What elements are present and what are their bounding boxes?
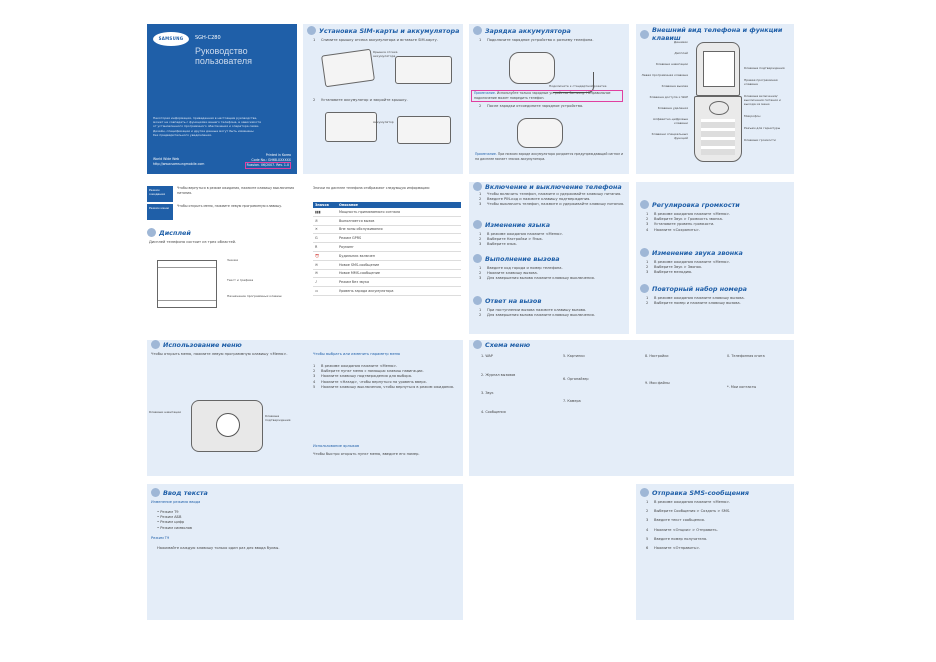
label-icons: Значки	[227, 258, 239, 262]
display-panel	[147, 182, 463, 334]
menu-mode-tab: Режим меню	[147, 204, 173, 220]
table-row: ✉ Новое SMS-сообщение	[313, 260, 461, 269]
menu-use-panel	[147, 340, 463, 476]
answer-lines: 1 При поступлении вызова нажмите клавишу вызова. 2 Для завершения вызова нажмите клавишу выключения.	[479, 308, 595, 318]
menu-use-title: Использование меню	[151, 340, 242, 349]
display-text: Дисплей телефона состоит из трех областей.	[149, 240, 237, 244]
section-bullet-icon	[473, 254, 482, 263]
edition-text: Russian. 06/2007. Rev. 1.0	[246, 163, 289, 168]
cover-notice: Некоторая информация, приведенная в настоящем руководстве, может не совпадать с функциями вашего телефона, в зависимости от установленного программного обеспечения и оператора связи. Дизайн, спецификации и другие данные могут быть изменены без предварительного уведомления.	[153, 116, 262, 137]
redial-title: Повторный набор номера	[640, 284, 747, 293]
section-bullet-icon	[640, 200, 649, 209]
website-link[interactable]: http://www.samsungmobile.com	[153, 161, 205, 166]
display-title: Дисплей	[147, 228, 191, 237]
table-row: G Режим GPRS	[313, 234, 461, 243]
charging-title: Зарядка аккумулятора	[473, 26, 571, 35]
table-row: ♪ Режим без звука	[313, 278, 461, 287]
section-bullet-icon	[473, 26, 482, 35]
section-bullet-icon	[151, 340, 160, 349]
phone-back-image-2	[395, 56, 452, 84]
answer-title: Ответ на вызов	[473, 296, 541, 305]
icon-table	[313, 202, 461, 296]
phone-view-title: Внешний вид телефона и функции клавиш	[640, 26, 794, 42]
phone-open-upper	[696, 42, 740, 96]
idle-mode-text: Чтобы вернуться в режим ожидания, нажмите клавишу выключения питания.	[177, 186, 294, 195]
menu-map-col-2: 5. Картинки 6. Органайзер 7. Камера	[563, 354, 589, 404]
section-bullet-icon	[640, 488, 649, 497]
cover-print-info: Printed in Korea Code No.: GH68-XXXXXX Russian. 06/2007. Rev. 1.0	[246, 153, 291, 168]
menu-steps: 1 В режиме ожидания нажмите <Меню>. 2 Выберите пункт меню с помощью клавиш навигации. 3 Нажмите клавишу подтверждения для выбора. 4 Нажмите <Назад>, чтобы вернуться на уровень вверх. 5 Нажмите клавишу выключения, чтобы вернуться в режим ожидания.	[313, 364, 455, 389]
label-battery-cover: Крышка отсека аккумулятора	[373, 50, 398, 58]
cover-title-1: Руководство	[195, 46, 248, 56]
menu-map-col-1: 1. WAP 2. Журнал вызовов 3. Звук 4. Сообщения	[481, 354, 516, 414]
label-outlet: Подключите к стандартной розетке	[549, 84, 607, 88]
menu-mode-text: Чтобы открыть меню, нажмите левую программную клавишу.	[177, 204, 283, 208]
power-panel	[469, 182, 629, 334]
table-row: ⏰ Будильник включен	[313, 251, 461, 260]
power-lines: 1 Чтобы включить телефон, нажмите и удерживайте клавишу питания. 2 Введите PIN-код и нажмите клавишу подтверждения. 3 Чтобы выключить телефон, нажмите и удерживайте клавишу питания.	[479, 192, 625, 207]
icon-table-intro: Значки на дисплее телефона отображают следующую информацию:	[313, 186, 431, 190]
col-desc-header: Описание	[337, 202, 461, 208]
section-bullet-icon	[640, 30, 649, 39]
call-lines: 1 Введите код города и номер телефона. 2 Нажмите клавишу вызова. 3 Для завершения вызова нажмите клавишу выключения.	[479, 266, 595, 281]
label-ok-key: Клавиша подтверждения	[265, 414, 291, 422]
ring-title: Изменение звука звонка	[640, 248, 743, 257]
section-bullet-icon	[151, 488, 160, 497]
phone-back-image-3	[325, 112, 377, 142]
cover-panel	[147, 24, 297, 174]
section-bullet-icon	[473, 296, 482, 305]
menu-map-col-3: 8. Настройки 9. Мои файлы	[645, 354, 670, 385]
section-bullet-icon	[473, 340, 482, 349]
sms-panel	[636, 484, 794, 620]
menu-map-col-4: 0. Телефонная книга *. Мои контакты	[727, 354, 765, 389]
label-text-graphics: Текст и графика	[227, 278, 254, 282]
section-bullet-icon	[307, 26, 316, 35]
label-softkeys: Назначение программных клавиш	[227, 294, 282, 298]
phone-view-panel	[636, 24, 794, 174]
install-step-1: 1 Снимите крышку отсека аккумулятора и вставьте SIM-карту.	[313, 38, 438, 42]
cover-title-2: пользователя	[195, 56, 252, 66]
samsung-logo	[153, 32, 189, 46]
idle-mode-tab: Режим ожидания	[147, 186, 173, 202]
section-bullet-icon	[473, 220, 482, 229]
section-bullet-icon	[640, 284, 649, 293]
call-title: Выполнение вызова	[473, 254, 560, 263]
section-bullet-icon	[640, 248, 649, 257]
table-row: ▭ Уровень заряда аккумулятора	[313, 287, 461, 296]
sms-steps: 1 В режиме ожидания нажмите <Меню>. 2 Выберите Сообщения > Создать > SMS. 3 Введите текст сообщения. 4 Нажмите <Опции> > Отправить. 5 Введите номер получателя. 6 Нажмите <Отправить>.	[646, 500, 731, 551]
text-input-text: Нажимайте каждую клавишу только один раз для ввода буквы.	[157, 546, 280, 550]
text-input-title: Ввод текста	[151, 488, 208, 497]
install-title: Установка SIM-карты и аккумулятора	[307, 26, 459, 35]
text-input-modes: • Режим T9 • Режим АБВ • Режим цифр • Режим символов	[157, 510, 193, 530]
sms-title: Отправка SMS-сообщения	[640, 488, 749, 497]
table-row: ✉ Новое MMS-сообщение	[313, 269, 461, 278]
phone-screen	[703, 51, 735, 87]
charging-note-2: Примечание. При низком заряде аккумулятора раздается предупреждающий сигнал и на дисплее мигает значок аккумулятора.	[475, 152, 624, 161]
power-title: Включение и выключение телефона	[473, 182, 622, 191]
charging-step-2: 2 После зарядки отсоедините зарядное устройство.	[479, 104, 584, 108]
section-bullet-icon	[147, 228, 156, 237]
phone-charging-image-1	[509, 52, 555, 84]
section-bullet-icon	[473, 182, 482, 191]
menu-map-title: Схема меню	[473, 340, 530, 349]
text-input-sub2: Режим T9	[151, 536, 170, 540]
text-input-panel	[147, 484, 463, 620]
phone-left-labels: Динамик Дисплей Клавиши навигации Левая программная клавиша Клавиша вызова Клавиша доступа к WAP Клавиша удаления Алфавитно-цифровые клавиши Клавиши специальных функций	[641, 40, 688, 140]
label-nav-keys: Клавиши навигации	[149, 410, 182, 414]
display-diagram	[157, 260, 217, 308]
menu-use-intro: Чтобы открыть меню, нажмите левую программную клавишу <Меню>.	[151, 352, 288, 356]
install-step-2: 2 Установите аккумулятор и закройте крышку.	[313, 98, 408, 102]
lang-title: Изменение языка	[473, 220, 550, 229]
model-number: SGH-C280	[195, 35, 221, 41]
menu-steps-title: Чтобы выбрать или изменить параметр меню	[313, 352, 401, 356]
table-row: ▮▮▮ Мощность принимаемого сигнала	[313, 208, 461, 216]
charging-note-1: Примечание. Используйте только зарядные устройства Samsung. Неправильное подключение может повредить телефон.	[471, 90, 623, 102]
table-row: ✕ Вне зоны обслуживания	[313, 225, 461, 234]
label-battery: Аккумулятор	[373, 120, 394, 124]
col-icon-header: Значок	[313, 202, 337, 208]
lang-lines: 1 В режиме ожидания нажмите <Меню>. 2 Выберите Настройки > Язык. 3 Выберите язык.	[479, 232, 564, 247]
install-panel	[303, 24, 463, 174]
ring-lines: 1 В режиме ожидания нажмите <Меню>. 2 Выберите Звук > Звонок. 3 Выберите мелодию.	[646, 260, 731, 275]
table-row: R Роуминг	[313, 243, 461, 252]
phone-charging-image-2	[517, 118, 563, 148]
redial-lines: 1 В режиме ожидания нажмите клавишу вызова. 2 Выберите номер и нажмите клавишу вызова.	[646, 296, 745, 306]
volume-lines: 1 В режиме ожидания нажмите <Меню>. 2 Выберите Звук > Громкость звонка. 3 Установите уровень громкости. 4 Нажмите <Сохранить>.	[646, 212, 731, 232]
samsung-logo-text: SAMSUNG	[158, 36, 184, 41]
table-row: ✆ Выполняется вызов	[313, 216, 461, 225]
menu-map-panel	[469, 340, 794, 476]
shortcut-title: Использование ярлыков	[313, 444, 360, 448]
text-input-sub1: Изменение режима ввода	[151, 500, 201, 504]
settings-panel	[636, 182, 794, 334]
phone-back-image-1	[321, 49, 375, 88]
keypad-diagram	[191, 400, 263, 452]
shortcut-text: Чтобы быстро открыть пункт меню, введите его номер.	[313, 452, 420, 456]
charging-panel	[469, 24, 629, 174]
charging-step-1: 1 Подключите зарядное устройство к разъему телефона.	[479, 38, 594, 42]
volume-title: Регулировка громкости	[640, 200, 740, 209]
phone-back-image-4	[397, 116, 451, 144]
phone-open-keypad	[694, 96, 742, 162]
cover-web: World Wide Web http://www.samsungmobile.com	[153, 157, 205, 166]
phone-right-labels: Клавиша подтверждения Правая программная клавиша Клавиша включения/выключения питания и выхода из меню Микрофон Разъем для гарнитуры Клавиши громкости	[744, 66, 785, 142]
